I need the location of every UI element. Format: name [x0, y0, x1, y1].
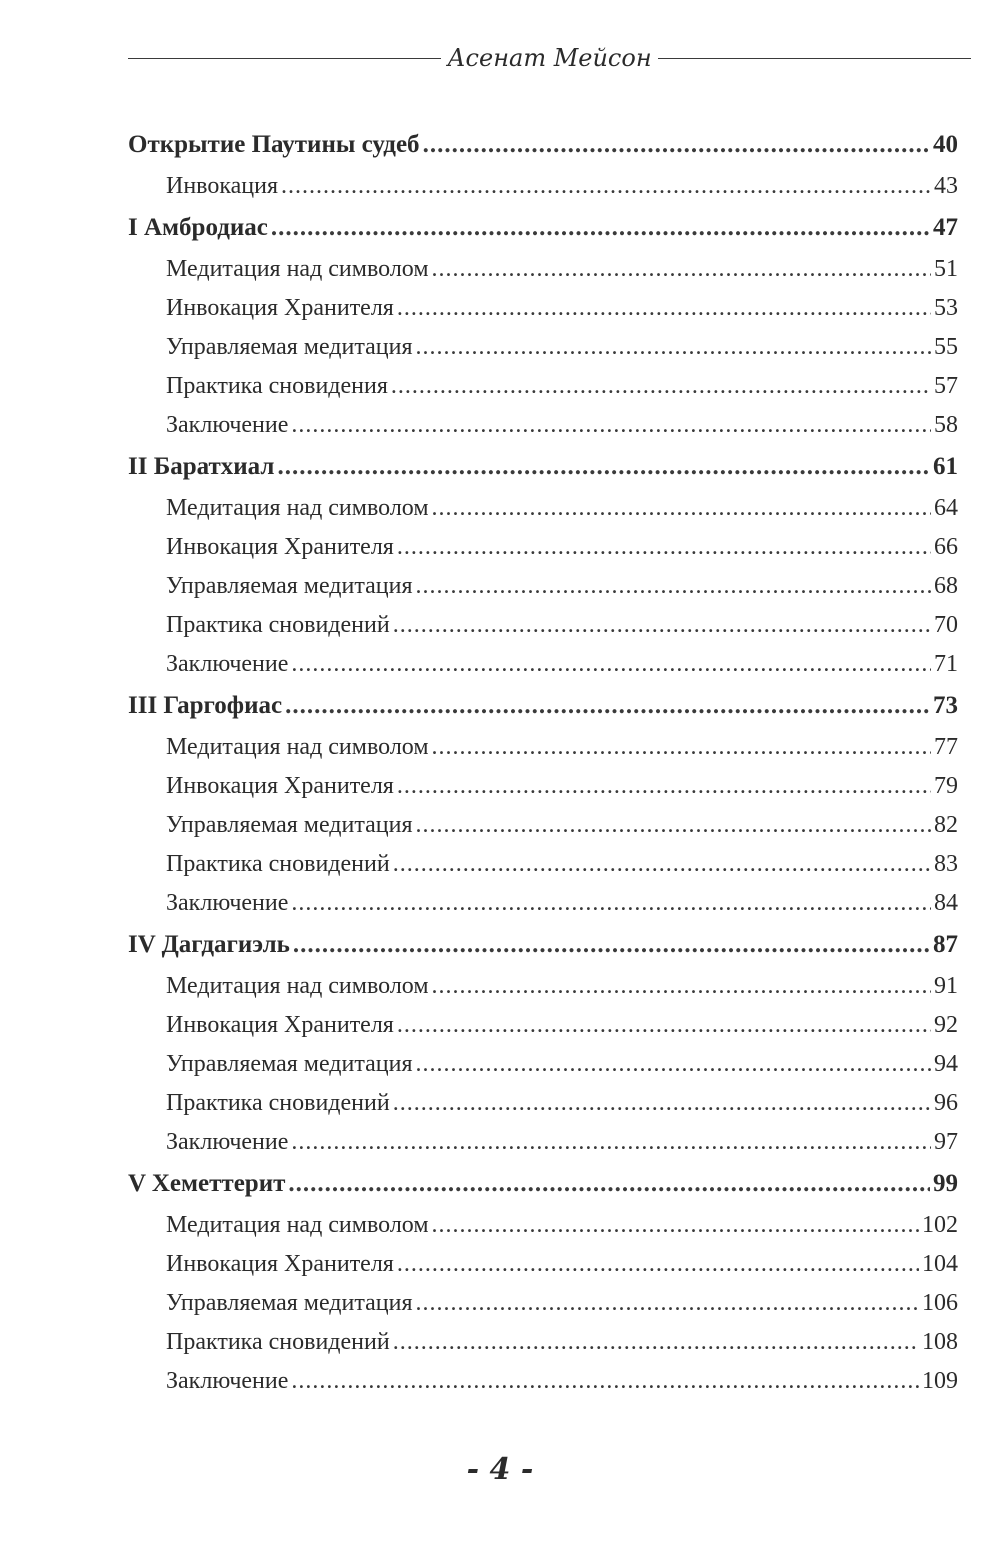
dot-leader: [432, 967, 931, 1006]
toc-section-entry: [128, 645, 958, 684]
toc-section-entry: [128, 167, 958, 206]
toc-section-title: Инвокация Хранителя: [166, 295, 394, 321]
toc-section-title: Практика сновидений: [166, 1329, 390, 1355]
dot-leader: [391, 367, 931, 406]
toc-section-title: Инвокация Хранителя: [166, 773, 394, 799]
toc-section-page: 97: [934, 1129, 958, 1155]
dot-leader: [393, 606, 931, 645]
toc-section-title: Управляемая медитация: [166, 1051, 413, 1077]
toc-section-entry: [128, 806, 958, 845]
toc-section-entry: [128, 1045, 958, 1084]
toc-section-entry: [128, 1284, 958, 1323]
toc-section-title: Управляемая медитация: [166, 1290, 413, 1316]
toc-chapter-entry: [128, 1162, 958, 1206]
dot-leader: [291, 1362, 919, 1401]
toc-section-page: 58: [934, 412, 958, 438]
toc-section-page: 70: [934, 612, 958, 638]
toc-section-title: Медитация над символом: [166, 734, 429, 760]
toc-chapter-page: 47: [933, 214, 958, 241]
toc-section-page: 104: [922, 1251, 958, 1277]
toc-section-page: 57: [934, 373, 958, 399]
dot-leader: [416, 567, 931, 606]
toc-chapter-title: I Амбродиас: [128, 214, 268, 241]
toc-section-title: Инвокация Хранителя: [166, 1012, 394, 1038]
toc-section-entry: [128, 406, 958, 445]
toc-section-title: Заключение: [166, 890, 289, 916]
toc-section-title: Практика сновидений: [166, 1090, 390, 1116]
toc-chapter-title: Открытие Паутины судеб: [128, 131, 420, 158]
toc-section-title: Практика сновидения: [166, 373, 388, 399]
toc-chapter-title: III Гаргофиас: [128, 692, 283, 719]
toc-chapter-page: 61: [933, 453, 958, 480]
toc-section-title: Инвокация: [166, 173, 279, 199]
toc-section-entry: [128, 606, 958, 645]
table-of-contents: [128, 123, 958, 1401]
toc-chapter-title: V Хеметтерит: [128, 1170, 286, 1197]
dot-leader: [423, 123, 930, 167]
dot-leader: [397, 528, 931, 567]
toc-section-page: 109: [922, 1368, 958, 1394]
toc-section-entry: [128, 367, 958, 406]
dot-leader: [281, 167, 931, 206]
toc-section-page: 102: [922, 1212, 958, 1238]
toc-section-entry: [128, 1206, 958, 1245]
page-number: - 4 -: [466, 1452, 534, 1487]
toc-section-title: Инвокация Хранителя: [166, 534, 394, 560]
dot-leader: [397, 1245, 919, 1284]
toc-section-page: 43: [934, 173, 958, 199]
dot-leader: [393, 1323, 919, 1362]
dot-leader: [416, 1284, 919, 1323]
toc-chapter: [128, 123, 958, 206]
toc-section-title: Управляемая медитация: [166, 573, 413, 599]
running-header-author: Асенат Мейсон: [447, 44, 652, 72]
toc-chapter-entry: [128, 923, 958, 967]
dot-leader: [271, 206, 930, 250]
toc-section-page: 64: [934, 495, 958, 521]
toc-section-entry: [128, 328, 958, 367]
toc-section-title: Практика сновидений: [166, 851, 390, 877]
toc-section-entry: [128, 528, 958, 567]
dot-leader: [432, 1206, 919, 1245]
toc-section-entry: [128, 1245, 958, 1284]
dot-leader: [432, 728, 931, 767]
toc-chapter-entry: [128, 445, 958, 489]
toc-chapter-entry: [128, 684, 958, 728]
dot-leader: [432, 250, 931, 289]
toc-chapter-page: 73: [933, 692, 958, 719]
toc-section-title: Управляемая медитация: [166, 334, 413, 360]
toc-section-title: Управляемая медитация: [166, 812, 413, 838]
toc-section-page: 77: [934, 734, 958, 760]
toc-chapter: [128, 923, 958, 1162]
dot-leader: [291, 884, 931, 923]
toc-section-page: 53: [934, 295, 958, 321]
toc-section-title: Медитация над символом: [166, 495, 429, 521]
toc-section-page: 108: [922, 1329, 958, 1355]
dot-leader: [397, 289, 931, 328]
toc-section-entry: [128, 1006, 958, 1045]
toc-section-entry: [128, 289, 958, 328]
dot-leader: [416, 1045, 931, 1084]
header-rule-right: [658, 58, 971, 59]
toc-section-entry: [128, 884, 958, 923]
dot-leader: [416, 328, 931, 367]
toc-section-entry: [128, 1362, 958, 1401]
toc-section-entry: [128, 1084, 958, 1123]
toc-chapter: [128, 684, 958, 923]
toc-section-title: Заключение: [166, 651, 289, 677]
dot-leader: [432, 489, 931, 528]
toc-section-page: 79: [934, 773, 958, 799]
toc-section-page: 96: [934, 1090, 958, 1116]
toc-section-page: 92: [934, 1012, 958, 1038]
toc-section-entry: [128, 767, 958, 806]
toc-section-entry: [128, 728, 958, 767]
toc-section-title: Заключение: [166, 412, 289, 438]
toc-chapter: [128, 445, 958, 684]
toc-section-title: Медитация над символом: [166, 256, 429, 282]
toc-section-title: Заключение: [166, 1368, 289, 1394]
toc-section-page: 55: [934, 334, 958, 360]
toc-section-entry: [128, 1123, 958, 1162]
toc-section-page: 84: [934, 890, 958, 916]
dot-leader: [397, 1006, 931, 1045]
dot-leader: [291, 645, 931, 684]
toc-section-page: 82: [934, 812, 958, 838]
toc-section-entry: [128, 567, 958, 606]
running-header: [128, 38, 971, 78]
toc-section-page: 106: [922, 1290, 958, 1316]
toc-section-title: Инвокация Хранителя: [166, 1251, 394, 1277]
toc-chapter-title: II Баратхиал: [128, 453, 275, 480]
dot-leader: [291, 406, 931, 445]
toc-section-title: Медитация над символом: [166, 1212, 429, 1238]
toc-section-page: 94: [934, 1051, 958, 1077]
toc-section-page: 51: [934, 256, 958, 282]
toc-chapter-page: 87: [933, 931, 958, 958]
toc-chapter: [128, 1162, 958, 1401]
dot-leader: [288, 1162, 930, 1206]
toc-section-page: 83: [934, 851, 958, 877]
toc-section-page: 68: [934, 573, 958, 599]
dot-leader: [291, 1123, 931, 1162]
dot-leader: [277, 445, 930, 489]
dot-leader: [285, 684, 930, 728]
toc-section-entry: [128, 250, 958, 289]
dot-leader: [293, 923, 930, 967]
dot-leader: [393, 1084, 931, 1123]
toc-chapter: [128, 206, 958, 445]
toc-chapter-entry: [128, 206, 958, 250]
toc-chapter-page: 40: [933, 131, 958, 158]
toc-chapter-page: 99: [933, 1170, 958, 1197]
toc-section-page: 66: [934, 534, 958, 560]
toc-section-title: Медитация над символом: [166, 973, 429, 999]
toc-chapter-title: IV Дагдагиэль: [128, 931, 290, 958]
toc-section-entry: [128, 1323, 958, 1362]
dot-leader: [397, 767, 931, 806]
toc-chapter-entry: [128, 123, 958, 167]
toc-section-title: Заключение: [166, 1129, 289, 1155]
dot-leader: [416, 806, 931, 845]
toc-section-title: Практика сновидений: [166, 612, 390, 638]
toc-section-page: 91: [934, 973, 958, 999]
toc-section-page: 71: [934, 651, 958, 677]
header-rule-left: [128, 58, 441, 59]
toc-section-entry: [128, 489, 958, 528]
dot-leader: [393, 845, 931, 884]
toc-section-entry: [128, 967, 958, 1006]
toc-section-entry: [128, 845, 958, 884]
